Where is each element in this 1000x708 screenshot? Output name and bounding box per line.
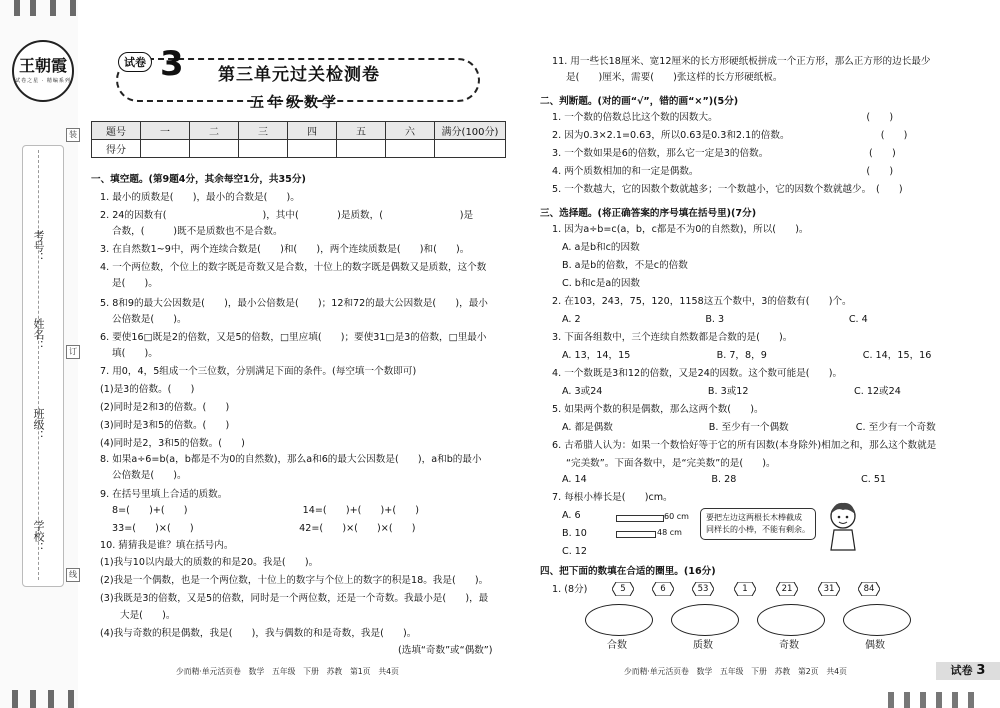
bottom-bar: [30, 690, 36, 708]
question-line: A. a是b和c的因数: [562, 242, 640, 253]
page-title: 第三单元过关检测卷: [218, 65, 380, 85]
binding-mark-zhuang: 装: [66, 128, 80, 142]
top-bar: [30, 0, 36, 16]
question-line: A. 14 B. 28 C. 51: [562, 474, 887, 485]
top-bar: [50, 0, 56, 16]
question-line: (3)同时是3和5的倍数。( ): [100, 420, 230, 431]
score-cell[interactable]: [337, 140, 386, 158]
question-line: (1)我与10以内最大的质数的和是20。我是( )。: [100, 557, 319, 568]
score-header-cell: 三: [239, 122, 288, 140]
top-bar: [70, 0, 76, 16]
question-line: 4. 一个数既是3和12的倍数，又是24的因数。这个数可能是( )。: [552, 368, 843, 379]
question-line: (选填“奇数”或“偶数”): [398, 645, 493, 656]
question-line: 是( )。: [112, 278, 158, 289]
corner-tab-label: 试卷: [950, 664, 973, 677]
question-line: 合数，( )既不是质数也不是合数。: [112, 226, 283, 237]
question-line: 2. 在103，243，75，120，1158这五个数中，3的倍数有( )个。: [552, 296, 852, 307]
question-line: (4)我与奇数的积是偶数，我是( )，我与偶数的和是奇数，我是( )。: [100, 628, 417, 639]
number-tag-value: 84: [863, 584, 875, 594]
question-line: 7. 用0，4，5组成一个三位数，分别满足下面的条件。(每空填一个数即可): [100, 366, 417, 377]
question-line: 3. 下面各组数中，三个连续自然数都是合数的是( )。: [552, 332, 793, 343]
question-line: 是( )厘米，需要( )张这样的长方形硬纸板。: [566, 72, 783, 83]
question-line: A. 13，14，15 B. 7，8，9 C. 14，15，16: [562, 350, 932, 361]
top-bar: [14, 0, 20, 16]
name-label: 姓名：: [32, 318, 45, 351]
publisher-logo: [12, 40, 74, 102]
set-ellipse: [843, 604, 911, 636]
question-line: 5. 8和9的最大公因数是( )，最小公倍数是( )；12和72的最大公因数是( )，最小: [100, 298, 488, 309]
question-line: 2. 因为0.3×2.1=0.63，所以0.63是0.3和2.1的倍数。 ( ): [552, 130, 908, 141]
cut-line: [38, 150, 39, 580]
number-tag: [858, 582, 880, 596]
question-line: 6. 要使16□既是2的倍数，又是5的倍数，□里应填( )；要使31□是3的倍数，□里最小: [100, 332, 487, 343]
question-line: 5. 一个数越大，它的因数个数就越多；一个数越小，它的因数个数就越少。 ( ): [552, 184, 903, 195]
paper-number: 3: [160, 44, 184, 84]
question-line: 4. 一个两位数，个位上的数字既是奇数又是合数，十位上的数字既是偶数又是质数，这个数: [100, 262, 487, 273]
question-line: (4)同时是2，3和5的倍数。( ): [100, 438, 245, 449]
corner-tab-number: 3: [976, 663, 986, 678]
question-line: 三、选择题。(将正确答案的序号填在括号里)(7分): [540, 208, 757, 219]
bottom-bar: [12, 690, 18, 708]
question-line: 填( )。: [112, 348, 158, 359]
score-table-row: [92, 140, 506, 158]
question-line: A. 都是偶数 B. 至少有一个偶数 C. 至少有一个奇数: [562, 422, 936, 433]
question-line: 8=( )+( ) 14=( )+( )+( ): [112, 505, 419, 516]
class-label: 班级：: [32, 408, 45, 441]
number-tag-value: 31: [823, 584, 835, 594]
question-line: A. 2 B. 3 C. 4: [562, 314, 868, 325]
score-table-header-row: [92, 122, 506, 140]
question-line: 2. 24的因数有( )，其中( )是质数，( )是: [100, 210, 474, 221]
page-subtitle: 五年级数学: [250, 95, 340, 111]
number-tag-value: 53: [697, 584, 709, 594]
question-line: (3)我既是3的倍数，又是5的倍数，同时是一个两位数，还是一个奇数。我最小是( )，最: [100, 593, 489, 604]
question-line: 7. 每根小棒长是( )cm。: [552, 492, 673, 503]
score-cell[interactable]: [288, 140, 337, 158]
number-tag: [734, 582, 756, 596]
score-cell[interactable]: [386, 140, 435, 158]
footer-right: 少而精·单元活页卷 数学 五年级 下册 苏教 第2页 共4页: [624, 667, 847, 676]
question-line: 大是( )。: [120, 610, 176, 621]
binding-mark-xian: 线: [66, 568, 80, 582]
score-header-cell: 五: [337, 122, 386, 140]
score-cell[interactable]: [190, 140, 239, 158]
bubble-line-2: 同样长的小棒，不能有剩余。: [706, 525, 810, 534]
logo-subtext: 试卷之星 · 精编系列: [15, 78, 71, 84]
score-cell[interactable]: [435, 140, 506, 158]
right-bar: [920, 692, 926, 708]
score-row-label: 得分: [92, 140, 141, 158]
question-line: 10. 猜猜我是谁？填在括号内。: [100, 540, 234, 551]
bottom-bar: [68, 690, 74, 708]
score-cell[interactable]: [239, 140, 288, 158]
paper-badge-label: 试卷: [118, 52, 152, 72]
question-line: 公倍数是( )。: [112, 314, 187, 325]
stick-60-label: 60 cm: [664, 512, 689, 521]
question-line: 11. 用一些长18厘米、宽12厘米的长方形硬纸板拼成一个正方形，那么正方形的边长最少: [552, 56, 931, 67]
student-cartoon: [826, 500, 860, 552]
right-bar: [936, 692, 942, 708]
bottom-bar: [48, 690, 54, 708]
question-line: 公倍数是( )。: [112, 470, 187, 481]
exam-number-label: 考号：: [32, 230, 45, 263]
set-label: 质数: [693, 640, 713, 651]
question-line: C. b和c是a的因数: [562, 278, 641, 289]
number-tag-value: 6: [660, 584, 666, 594]
set-ellipse: [757, 604, 825, 636]
set-label: 合数: [607, 640, 627, 651]
question-line: B. a是b的倍数，不是c的倍数: [562, 260, 688, 271]
number-tag: [818, 582, 840, 596]
question-line: 1. 因为a÷b=c(a，b，c都是不为0的自然数)，所以( )。: [552, 224, 809, 235]
footer-left: 少而精·单元活页卷 数学 五年级 下册 苏教 第1页 共4页: [176, 667, 399, 676]
number-tag: [612, 582, 634, 596]
question-line: 1. 一个数的倍数总比这个数的因数大。 ( ): [552, 112, 894, 123]
question-line: 一、填空题。(第9题4分，其余每空1分，共35分): [91, 174, 306, 185]
question-line: 33=( )×( ) 42=( )×( )×( ): [112, 523, 416, 534]
stick-48: [616, 531, 656, 538]
question-line: 1. 最小的质数是( )，最小的合数是( )。: [100, 192, 300, 203]
right-bar: [888, 692, 894, 708]
bubble-line-1: 要把左边这两根长木棒截成: [706, 513, 802, 522]
question-line: 3. 在自然数1~9中，两个连续合数是( )和( )，两个连续质数是( )和( )。: [100, 244, 470, 255]
stick-48-label: 48 cm: [657, 528, 682, 537]
stick-60: [616, 515, 664, 522]
right-bar: [952, 692, 958, 708]
number-tag: [692, 582, 714, 596]
logo-text: 王朝霞: [18, 56, 67, 75]
number-tag-value: 21: [781, 584, 793, 594]
number-tag-value: 5: [620, 584, 626, 594]
question-line: 4. 两个质数相加的和一定是偶数。 ( ): [552, 166, 894, 177]
number-tag: [652, 582, 674, 596]
question-line: “完美数”。下面各数中，是“完美数”的是( )。: [566, 458, 776, 469]
score-header-cell: 题号: [92, 122, 141, 140]
speech-bubble: [700, 508, 816, 540]
paper-badge: [110, 44, 184, 84]
question-line: B. 10: [562, 528, 587, 539]
score-header-cell: 四: [288, 122, 337, 140]
question-line: C. 12: [562, 546, 588, 557]
number-tag: [776, 582, 798, 596]
score-header-cell: 一: [141, 122, 190, 140]
corner-tab: [936, 662, 1000, 680]
right-bar: [968, 692, 974, 708]
score-header-cell: 六: [386, 122, 435, 140]
school-label: 学校：: [32, 520, 45, 553]
question-line: 5. 如果两个数的积是偶数，那么这两个数( )。: [552, 404, 764, 415]
question-line: 3. 一个数如果是6的倍数，那么它一定是3的倍数。 ( ): [552, 148, 896, 159]
set-label: 偶数: [865, 640, 885, 651]
question-line: (1)是3的倍数。( ): [100, 384, 195, 395]
question-line: A. 6: [562, 510, 581, 521]
set-label: 奇数: [779, 640, 799, 651]
score-header-cell: 二: [190, 122, 239, 140]
set-ellipse: [585, 604, 653, 636]
question-line: 6. 古希腊人认为：如果一个数恰好等于它的所有因数(本身除外)相加之和，那么这个数就是: [552, 440, 937, 451]
question-line: 9. 在括号里填上合适的质数。: [100, 489, 228, 500]
number-tag-value: 1: [742, 584, 748, 594]
question-line: A. 3或24 B. 3或12 C. 12或24: [562, 386, 901, 397]
score-header-cell: 满分(100分): [435, 122, 506, 140]
question-line: 二、判断题。(对的画“√”，错的画“×”)(5分): [540, 96, 739, 107]
question-line: 1. (8分): [552, 584, 588, 595]
question-line: (2)我是一个偶数，也是一个两位数，十位上的数字与个位上的数字的积是18。我是( )。: [100, 575, 489, 586]
question-line: 8. 如果a÷6=b(a，b都是不为0的自然数)，那么a和6的最大公因数是( )，a和b的最小: [100, 454, 482, 465]
score-table: [91, 121, 506, 158]
binding-mark-ding: 订: [66, 345, 80, 359]
score-cell[interactable]: [141, 140, 190, 158]
question-line: (2)同时是2和3的倍数。( ): [100, 402, 230, 413]
set-ellipse: [671, 604, 739, 636]
right-bar: [904, 692, 910, 708]
question-line: 四、把下面的数填在合适的圈里。(16分): [540, 566, 716, 577]
